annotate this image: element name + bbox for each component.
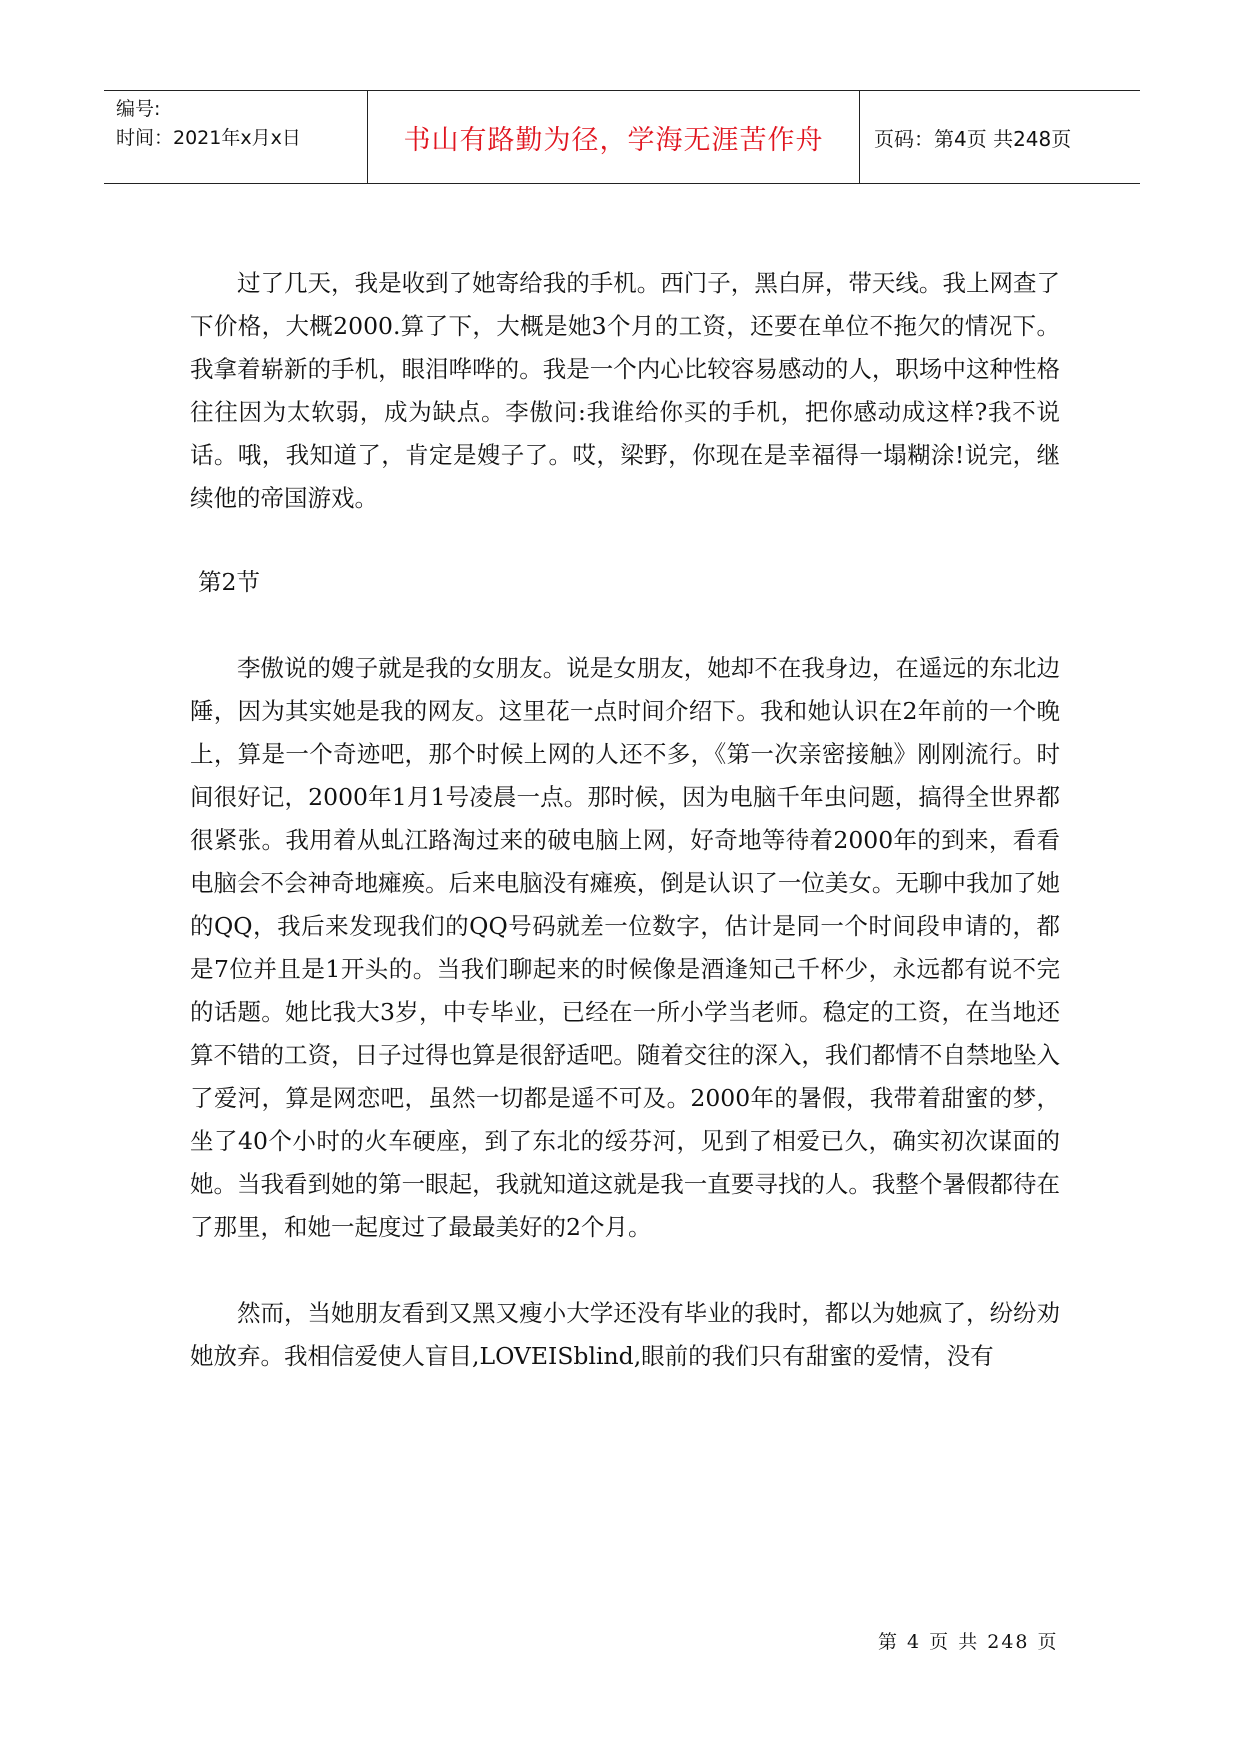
header-motto: 书山有路勤为径，学海无涯苦作舟 [368, 91, 860, 183]
document-body [190, 262, 1060, 1378]
page-footer: 第 4 页 共 248 页 [878, 1631, 1059, 1653]
serial-number-label: 编号: [116, 98, 161, 120]
paragraph-1: 过了几天，我是收到了她寄给我的手机。西门子，黑白屏，带天线。我上网查了下价格，大概2000.算了下，大概是她3个月的工资，还要在单位不拖欠的情况下。我拿着崭新的手机，眼泪哗哗的。我是一个内心比较容易感动的人，职场中这种性格往往因为太软弱，成为缺点。李傲问:我谁给你买的手机，把你感动成这样?我不说话。哦，我知道了，肯定是嫂子了。哎，梁野，你现在是幸福得一塌糊涂!说完，继续他的帝国游戏。 [190, 269, 1060, 512]
date-label: 时间：2021年x月x日 [116, 127, 301, 149]
paragraph-2: 李傲说的嫂子就是我的女朋友。说是女朋友，她却不在我身边，在遥远的东北边陲，因为其实她是我的网友。这里花一点时间介绍下。我和她认识在2年前的一个晚上，算是一个奇迹吧，那个时候上网的人还不多，《第一次亲密接触》刚刚流行。时间很好记，2000年1月1号凌晨一点。那时候，因为电脑千年虫问题，搞得全世界都很紧张。我用着从虬江路淘过来的破电脑上网，好奇地等待着2000年的到来，看看电脑会不会神奇地瘫痪。后来电脑没有瘫痪，倒是认识了一位美女。无聊中我加了她的QQ，我后来发现我们的QQ号码就差一位数字，估计是同一个时间段申请的，都是7位并且是1开头的。当我们聊起来的时候像是酒逢知己千杯少，永远都有说不完的话题。她比我大3岁，中专毕业，已经在一所小学当老师。稳定的工资，在当地还算不错的工资，日子过得也算是很舒适吧。随着交往的深入，我们都情不自禁地坠入了爱河，算是网恋吧，虽然一切都是遥不可及。2000年的暑假，我带着甜蜜的梦，坐了40个小时的火车硬座，到了东北的绥芬河，见到了相爱已久，确实初次谋面的她。当我看到她的第一眼起，我就知道这就是我一直要寻找的人。我整个暑假都待在了那里，和她一起度过了最最美好的2个月。 [190, 654, 1060, 1241]
document-header [104, 90, 1140, 184]
paragraph-3: 然而，当她朋友看到又黑又瘦小大学还没有毕业的我时，都以为她疯了，纷纷劝她放弃。我相信爱使人盲目,LOVEISblind,眼前的我们只有甜蜜的爱情，没有 [190, 1299, 1060, 1370]
header-page-info: 页码：第4页 共248页 [874, 126, 1072, 151]
section-title: 第2节 [198, 568, 260, 596]
header-meta-cell [104, 91, 368, 183]
